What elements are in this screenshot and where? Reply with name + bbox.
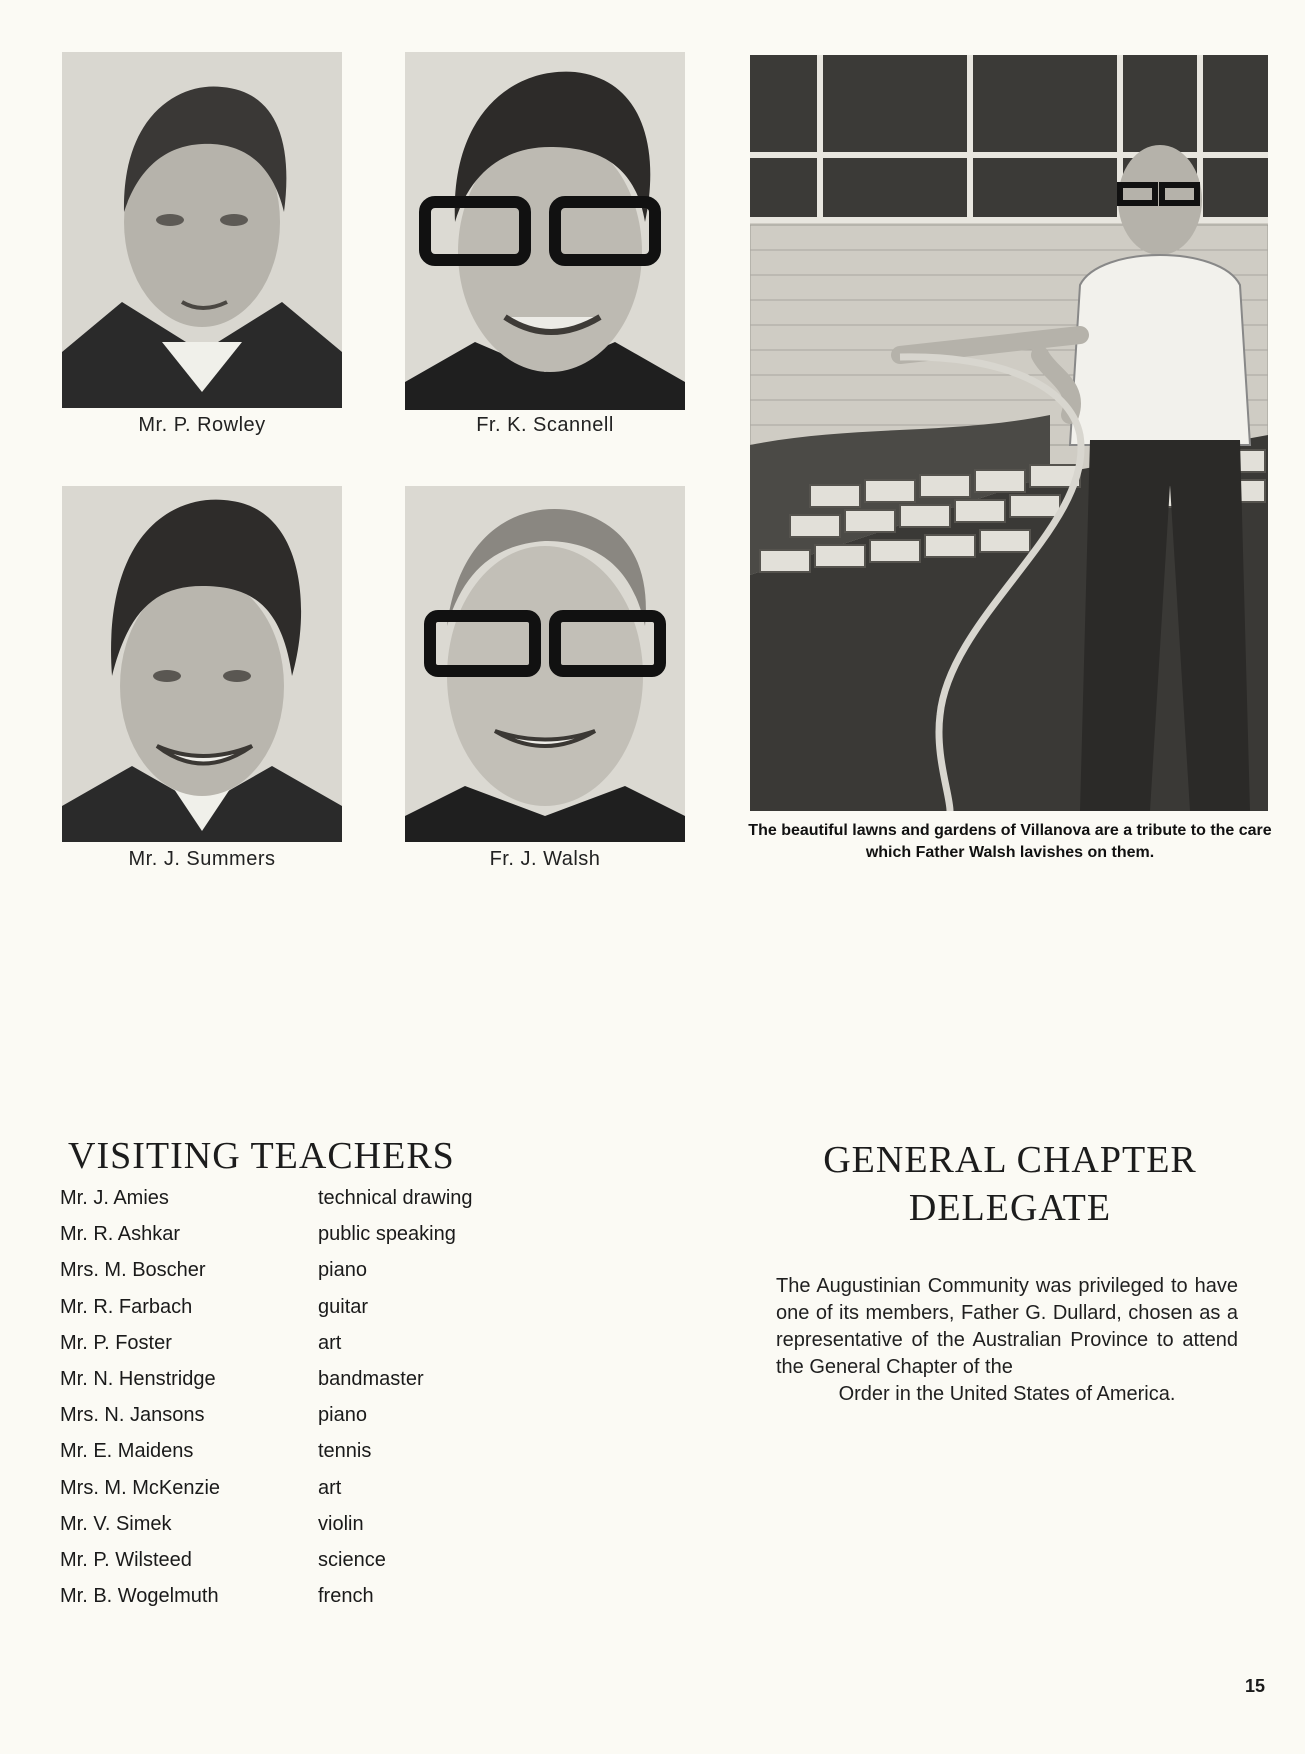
teacher-name: Mr. N. Henstridge bbox=[60, 1367, 216, 1390]
portrait-photo-summers bbox=[62, 486, 342, 842]
teacher-row bbox=[60, 1187, 540, 1223]
teacher-subject: french bbox=[318, 1585, 374, 1608]
visiting-teachers-heading: VISITING TEACHERS bbox=[68, 1135, 455, 1177]
teacher-row bbox=[60, 1585, 540, 1621]
portrait-caption-scannell: Fr. K. Scannell bbox=[476, 414, 614, 436]
teacher-row bbox=[60, 1549, 540, 1585]
teacher-subject: public speaking bbox=[318, 1223, 456, 1246]
garden-photo-caption: The beautiful lawns and gardens of Villanova are a tribute to the care which Father Walsh lavishes on them. bbox=[748, 822, 1272, 861]
teacher-row bbox=[60, 1259, 540, 1295]
teacher-subject: bandmaster bbox=[318, 1367, 424, 1390]
general-chapter-body-last: Order in the United States of America. bbox=[838, 1383, 1176, 1405]
teacher-name: Mr. J. Amies bbox=[60, 1187, 169, 1209]
teacher-row bbox=[60, 1440, 540, 1476]
garden-photo-father-walsh bbox=[750, 55, 1268, 811]
visiting-teachers-list bbox=[60, 1187, 540, 1621]
teacher-row bbox=[60, 1332, 540, 1368]
teacher-name: Mrs. N. Jansons bbox=[60, 1404, 205, 1427]
teacher-name: Mrs. M. McKenzie bbox=[60, 1476, 221, 1499]
page-number: 15 bbox=[1244, 1676, 1265, 1696]
teacher-name: Mr. R. Farbach bbox=[60, 1295, 193, 1318]
teacher-row bbox=[60, 1513, 540, 1549]
teacher-name: Mr. P. Wilsteed bbox=[60, 1548, 192, 1571]
teacher-subject: piano bbox=[318, 1404, 367, 1427]
teacher-subject: tennis bbox=[318, 1440, 372, 1463]
teacher-subject: violin bbox=[318, 1512, 364, 1535]
teacher-name: Mr. E. Maidens bbox=[60, 1440, 194, 1463]
general-chapter-body bbox=[776, 1273, 1238, 1408]
teacher-subject: guitar bbox=[318, 1295, 369, 1318]
portrait-photo-rowley bbox=[62, 52, 342, 408]
portrait-caption-walsh: Fr. J. Walsh bbox=[489, 848, 601, 870]
teacher-name: Mr. R. Ashkar bbox=[60, 1223, 181, 1246]
teacher-subject: technical drawing bbox=[318, 1187, 473, 1209]
teacher-row bbox=[60, 1404, 540, 1440]
teacher-name: Mrs. M. Boscher bbox=[60, 1259, 206, 1282]
teacher-subject: art bbox=[318, 1476, 342, 1499]
teacher-subject: piano bbox=[318, 1259, 367, 1282]
teacher-subject: art bbox=[318, 1331, 342, 1354]
portrait-caption-rowley: Mr. P. Rowley bbox=[138, 414, 266, 436]
teacher-row bbox=[60, 1223, 540, 1259]
teacher-name: Mr. B. Wogelmuth bbox=[60, 1585, 219, 1608]
portrait-photo-walsh bbox=[405, 486, 685, 842]
general-chapter-heading-line1: GENERAL CHAPTER bbox=[823, 1139, 1197, 1181]
teacher-name: Mr. V. Simek bbox=[60, 1512, 172, 1535]
teacher-name: Mr. P. Foster bbox=[60, 1331, 172, 1354]
teacher-row bbox=[60, 1368, 540, 1404]
portrait-caption-summers: Mr. J. Summers bbox=[128, 848, 276, 870]
general-chapter-heading-line2: DELEGATE bbox=[908, 1187, 1112, 1229]
teacher-subject: science bbox=[318, 1548, 386, 1571]
teacher-row bbox=[60, 1477, 540, 1513]
portrait-photo-scannell bbox=[405, 52, 685, 410]
general-chapter-body-main: The Augustinian Community was privileged to have one of its members, Father G. Dullard, chosen as a representative of the Australian Province to attend the General Chapter of the bbox=[776, 1275, 1238, 1378]
teacher-row bbox=[60, 1296, 540, 1332]
